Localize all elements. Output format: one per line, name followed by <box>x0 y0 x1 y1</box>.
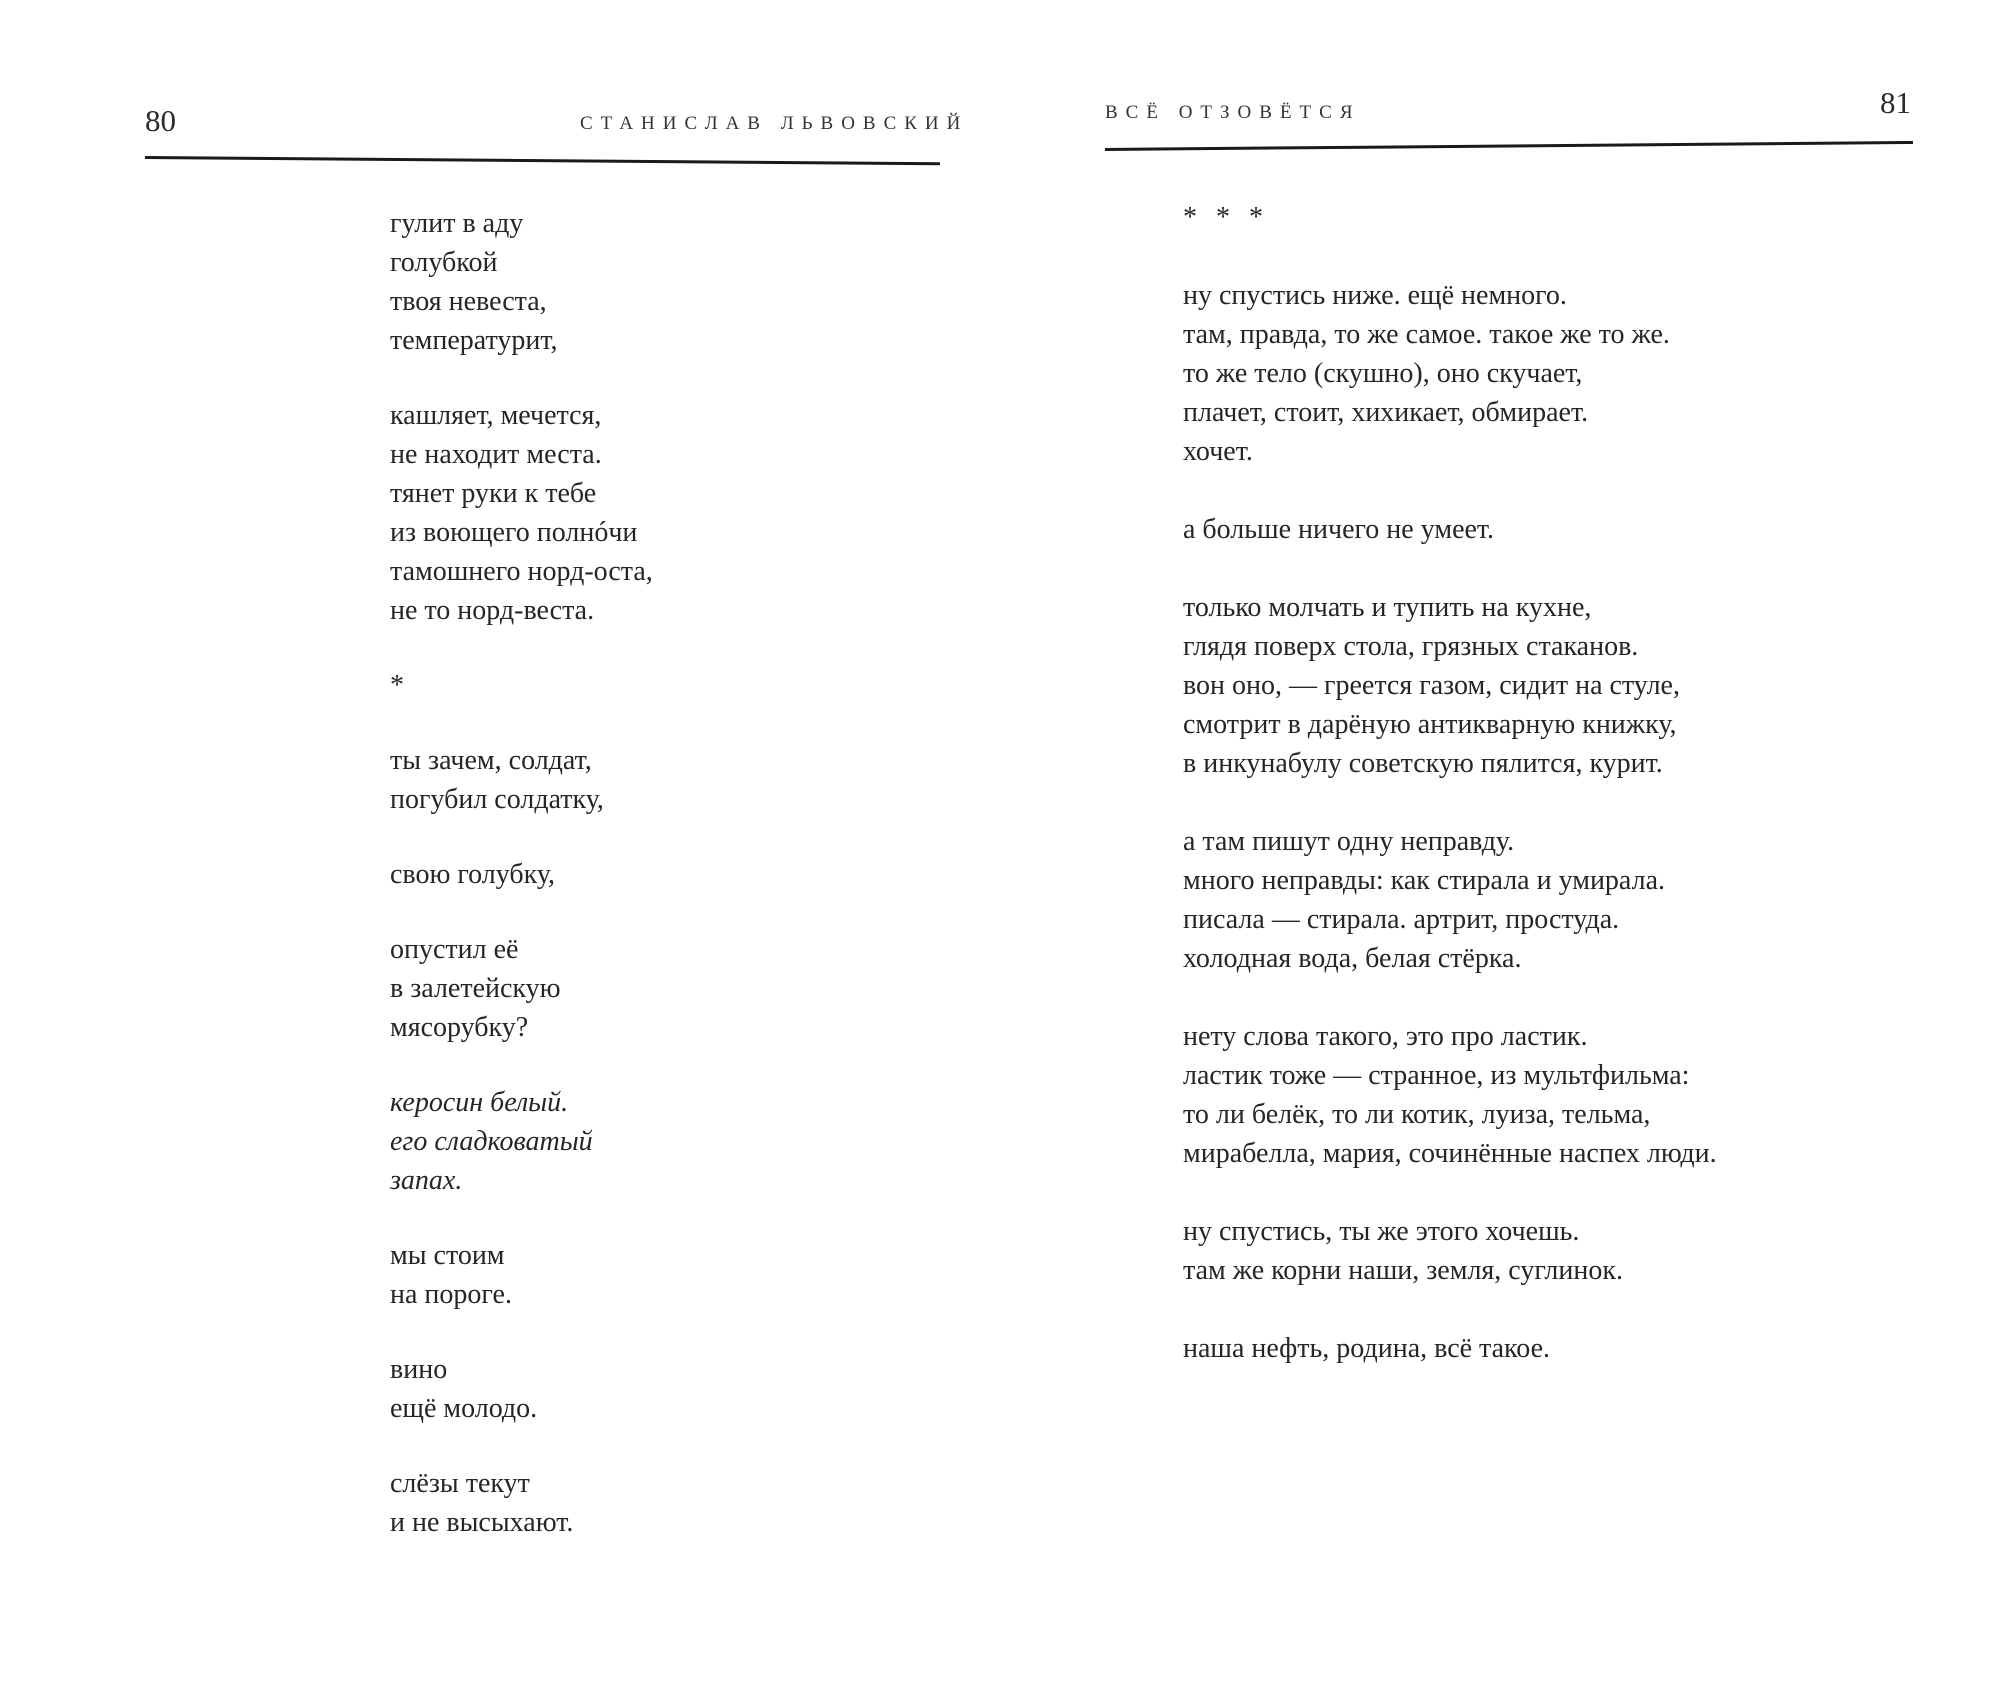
verse-line: мирабелла, мария, сочинённые наспех люди. <box>1183 1138 1717 1169</box>
verse-line: из воющего полнóчи <box>390 517 638 548</box>
verse-line: а больше ничего не умеет. <box>1183 514 1495 545</box>
verse-line: много неправды: как стирала и умирала. <box>1183 865 1666 896</box>
verse-line: то же тело (скушно), оно скучает, <box>1183 358 1583 389</box>
stanza <box>1183 276 1973 471</box>
right-page <box>1000 0 2000 1697</box>
verse-line: то ли белёк, то ли котик, луиза, тельма, <box>1183 1099 1651 1130</box>
stanza-break <box>390 360 950 396</box>
stanza <box>390 204 950 360</box>
page-number: 81 <box>1880 85 1911 120</box>
verse-line: голубкой <box>390 247 498 278</box>
stanza-break <box>1183 1290 1973 1329</box>
header-rule <box>1105 141 1913 151</box>
stanza-break <box>1183 471 1973 510</box>
verse-line: ну спустись ниже. ещё немного. <box>1183 280 1567 311</box>
verse-line: ну спустись, ты же этого хочешь. <box>1183 1216 1580 1247</box>
verse-line: тянет руки к тебе <box>390 478 597 509</box>
stanza-break <box>1183 1173 1973 1212</box>
verse-line: * <box>390 670 404 701</box>
verse-line: не находит места. <box>390 439 602 470</box>
poem-text <box>1183 198 1973 1368</box>
verse-line: свою голубку, <box>390 859 556 890</box>
verse-line: только молчать и тупить на кухне, <box>1183 592 1592 623</box>
stanza-break <box>390 1314 950 1350</box>
verse-line: в инкунабулу советскую пялится, курит. <box>1183 748 1663 779</box>
verse-line: твоя невеста, <box>390 286 547 317</box>
page-number: 80 <box>145 103 176 138</box>
verse-line: не то норд-веста. <box>390 595 595 626</box>
stanza-break <box>1183 978 1973 1017</box>
stanza <box>1183 198 1973 237</box>
verse-line: на пороге. <box>390 1279 512 1310</box>
verse-line: холодная вода, белая стёрка. <box>1183 943 1522 974</box>
verse-line: а там пишут одну неправду. <box>1183 826 1515 857</box>
verse-line: смотрит в дарёную антикварную книжку, <box>1183 709 1677 740</box>
stanza <box>1183 1329 1973 1368</box>
stanza-break <box>1183 549 1973 588</box>
stanza <box>390 1236 950 1314</box>
stanza <box>1183 822 1973 978</box>
verse-line: глядя поверх стола, грязных стаканов. <box>1183 631 1639 662</box>
stanza <box>390 1083 950 1200</box>
verse-line: гулит в аду <box>390 208 524 239</box>
stanza-break <box>390 630 950 666</box>
verse-line: плачет, стоит, хихикает, обмирает. <box>1183 397 1589 428</box>
verse-line: там же корни наши, земля, суглинок. <box>1183 1255 1623 1286</box>
stanza <box>390 1464 950 1542</box>
verse-line: керосин белый. <box>390 1087 569 1118</box>
verse-line: и не высыхают. <box>390 1507 574 1538</box>
section-separator: * * * <box>1183 202 1269 233</box>
running-head-author: СТАНИСЛАВ ЛЬВОВСКИЙ <box>580 113 969 134</box>
verse-line: температурит, <box>390 325 558 356</box>
stanza-break <box>390 894 950 930</box>
verse-line: опустил её <box>390 934 519 965</box>
verse-line: мясорубку? <box>390 1012 529 1043</box>
running-head-title: ВСЁ ОТЗОВЁТСЯ <box>1105 102 1361 123</box>
verse-line: погубил солдатку, <box>390 784 604 815</box>
verse-line: запах. <box>390 1165 463 1196</box>
verse-line: вон оно, — греется газом, сидит на стуле, <box>1183 670 1680 701</box>
header-rule <box>145 156 940 165</box>
verse-line: нету слова такого, это про ластик. <box>1183 1021 1588 1052</box>
stanza-break <box>390 819 950 855</box>
verse-line: слёзы текут <box>390 1468 530 1499</box>
verse-line: хочет. <box>1183 436 1253 467</box>
stanza <box>1183 1017 1973 1173</box>
stanza-break <box>390 1047 950 1083</box>
verse-line: вино <box>390 1354 448 1385</box>
stanza <box>1183 1212 1973 1290</box>
verse-line: ты зачем, солдат, <box>390 745 592 776</box>
verse-line: его сладковатый <box>390 1126 593 1157</box>
stanza <box>1183 510 1973 549</box>
verse-line: ластик тоже — странное, из мультфильма: <box>1183 1060 1690 1091</box>
verse-line: писала — стирала. артрит, простуда. <box>1183 904 1620 935</box>
stanza-break <box>390 705 950 741</box>
verse-line: в залетейскую <box>390 973 561 1004</box>
verse-line: мы стоим <box>390 1240 505 1271</box>
stanza <box>390 855 950 894</box>
poem-text <box>390 204 950 1542</box>
stanza <box>390 1350 950 1428</box>
stanza <box>390 741 950 819</box>
stanza-break <box>390 1428 950 1464</box>
verse-line: там, правда, то же самое. такое же то же. <box>1183 319 1670 350</box>
stanza-break <box>1183 783 1973 822</box>
stanza <box>1183 588 1973 783</box>
stanza <box>390 396 950 630</box>
stanza-break <box>1183 237 1973 276</box>
verse-line: ещё молодо. <box>390 1393 538 1424</box>
stanza <box>390 930 950 1047</box>
verse-line: наша нефть, родина, всё такое. <box>1183 1333 1551 1364</box>
stanza <box>390 666 950 705</box>
verse-line: тамошнего норд-оста, <box>390 556 653 587</box>
stanza-break <box>390 1200 950 1236</box>
verse-line: кашляет, мечется, <box>390 400 602 431</box>
